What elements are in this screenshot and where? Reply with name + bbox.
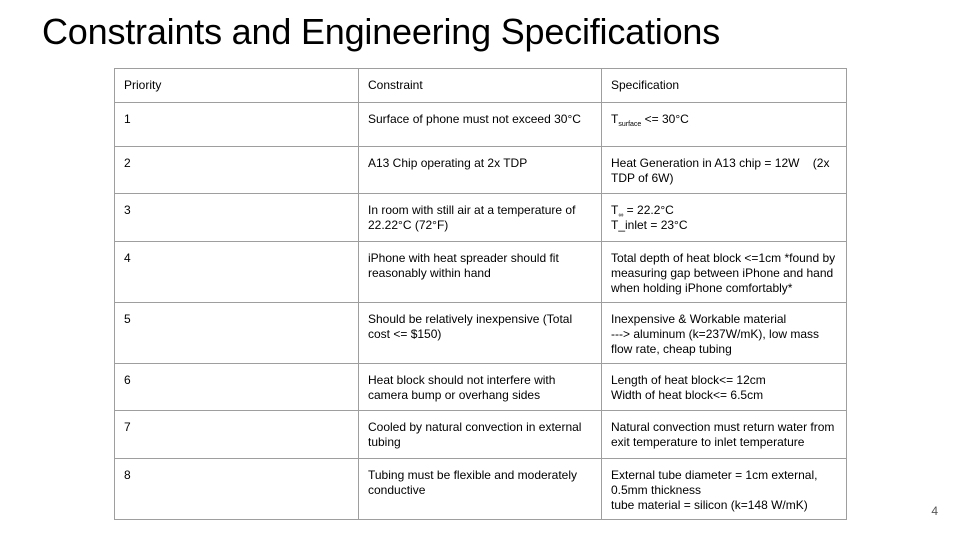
page-number: 4 xyxy=(931,504,938,518)
table-row xyxy=(115,303,847,364)
constraint-cell: Heat block should not interfere with camera bump or overhang sides xyxy=(359,364,602,411)
spec-line: ---> aluminum (k=237W/mK), low mass flow rate, cheap tubing xyxy=(611,327,820,356)
constraint-cell: iPhone with heat spreader should fit reasonably within hand xyxy=(359,242,602,303)
specification-cell xyxy=(602,364,847,411)
priority-cell: 8 xyxy=(115,459,359,520)
specification-cell: Total depth of heat block <=1cm *found by measuring gap between iPhone and hand when holding iPhone comfortably* xyxy=(602,242,847,303)
table-row xyxy=(115,242,847,303)
spec-line: Length of heat block<= 12cm xyxy=(611,373,766,387)
spec-line: External tube diameter = 1cm external, 0.5mm thickness xyxy=(611,468,818,497)
specification-cell xyxy=(602,459,847,520)
table-row xyxy=(115,147,847,194)
constraint-cell: Should be relatively inexpensive (Total cost <= $150) xyxy=(359,303,602,364)
table-row xyxy=(115,459,847,520)
spec-text: Heat Generation in A13 chip = 12W (2x TDP of 6W) xyxy=(611,156,833,185)
header-priority: Priority xyxy=(115,69,359,103)
spec-text: <= 30°C xyxy=(641,112,689,126)
priority-cell: 7 xyxy=(115,411,359,459)
constraints-table xyxy=(114,68,847,520)
table-row xyxy=(115,364,847,411)
specification-cell xyxy=(602,147,847,194)
spec-line xyxy=(611,203,837,218)
spec-line: Inexpensive & Workable material xyxy=(611,312,787,326)
table-row xyxy=(115,194,847,242)
constraint-cell: Surface of phone must not exceed 30°C xyxy=(359,103,602,147)
constraint-cell: Tubing must be flexible and moderately conductive xyxy=(359,459,602,520)
constraint-cell: A13 Chip operating at 2x TDP xyxy=(359,147,602,194)
table-row xyxy=(115,411,847,459)
spec-subscript: ∞ xyxy=(618,212,624,219)
spec-symbol: T xyxy=(611,203,619,217)
specification-cell: Natural convection must return water from exit temperature to inlet temperature xyxy=(602,411,847,459)
header-constraint: Constraint xyxy=(359,69,602,103)
slide-title: Constraints and Engineering Specifications xyxy=(42,11,721,52)
spec-symbol: T xyxy=(611,112,619,126)
priority-cell: 3 xyxy=(115,194,359,242)
spec-line: T_inlet = 23°C xyxy=(611,218,688,232)
specification-cell xyxy=(602,103,847,147)
priority-cell: 5 xyxy=(115,303,359,364)
spec-text: = 22.2°C xyxy=(623,203,674,217)
table-row xyxy=(115,103,847,147)
priority-cell: 4 xyxy=(115,242,359,303)
spec-line: tube material = silicon (k=148 W/mK) xyxy=(611,498,808,512)
spec-line: Width of heat block<= 6.5cm xyxy=(611,388,764,402)
specification-cell xyxy=(602,194,847,242)
priority-cell: 1 xyxy=(115,103,359,147)
table-header-row xyxy=(115,69,847,103)
priority-cell: 6 xyxy=(115,364,359,411)
constraint-cell: Cooled by natural convection in external tubing xyxy=(359,411,602,459)
specification-cell xyxy=(602,303,847,364)
header-specification: Specification xyxy=(602,69,847,103)
spec-subscript: surface xyxy=(618,121,642,128)
priority-cell: 2 xyxy=(115,147,359,194)
constraint-cell: In room with still air at a temperature of 22.22°C (72°F) xyxy=(359,194,602,242)
